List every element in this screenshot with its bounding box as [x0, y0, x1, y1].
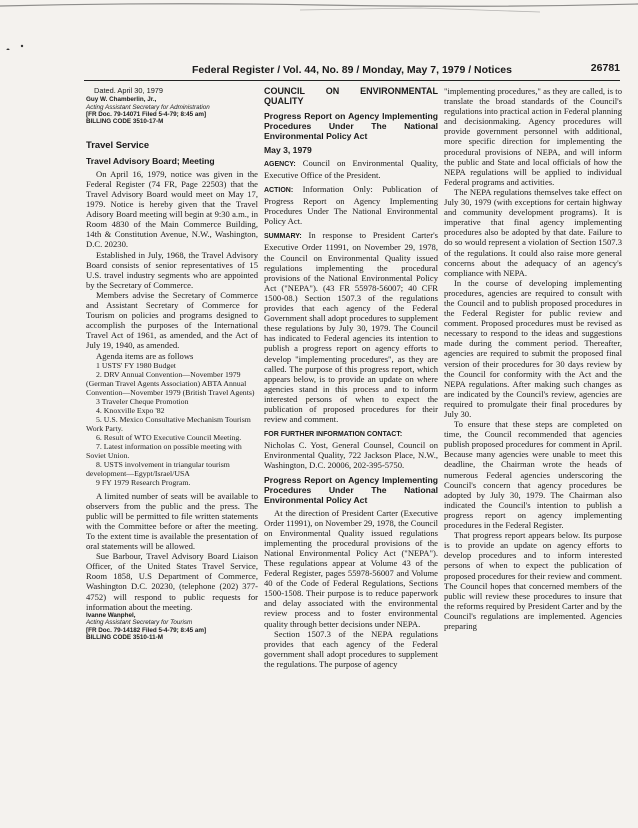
summary-label: SUMMARY:	[264, 233, 302, 241]
paragraph: "implementing procedures," as they are called, is to translate the broad standards of the Council's regulations into practical action in Federal planning and decisionmaking. Agency procedures will provide government personnel with additional, more specific direction for implementing the procedural provisions of NEPA, and will inform the public and State and local officials of how the NEPA regulations will be applied to individual Federal programs and activities.	[444, 86, 622, 187]
action-text: Information Only: Publication of Progress Report on Agency Implementing Procedures Under The National Environmental Policy Act.	[264, 184, 439, 227]
agenda-item: 4. Knoxville Expo '82	[96, 405, 165, 415]
scan-artifact-edge	[0, 0, 638, 50]
action-label: ACTION:	[264, 187, 294, 194]
agenda-item: 1 USTS' FY 1980 Budget	[96, 360, 176, 370]
paragraph: Sue Barbour, Travel Advisory Board Liaison Officer, of the United States Travel Service, Room 1858, U.S Department of Commerce, Washington D.C. 20230, (telephone (202) 377-4752) will respond to public requests for information about the meeting.	[86, 551, 258, 612]
paragraph: That progress report appears below. Its purpose is to provide an update on agency efforts to develop procedures and to inform interested persons of when to expect the publication of proposed procedures for their review and comment. The Council hopes that concerned members of the public will review these procedures to insure that the reforms required by President Carter and by the Council's regulations are implemented. Agencies preparing	[444, 530, 622, 631]
summary-text: In response to President Carter's Executive Order 11991, on November 29, 1978, the Council on Environmental Quality issued regulations implementing the procedural provisions of the National Environmental Policy Act ("NEPA"). (43 FR 55978-56007; 40 CFR 1500-08.) Section 1507.3 of the regulations provides that each agency of the Federal Government shall adopt procedures to supplement these regulations by July 30, 1979. The Council has indicated to Federal agencies its intention to publish a progress report on agency efforts to develop "implementing procedures", as they are called. The purpose of this progress report, which appears below, is to provide an update on where agencies stand in this process and to inform interested persons of when to expect the publication of proposed procedures for their review and comment.	[264, 230, 438, 425]
header-rule	[84, 80, 620, 81]
fr-doc-number: [FR Doc. 79-14071 Filed 5-4-79; 8:45 am]	[86, 110, 207, 118]
agenda-intro: Agenda items are as follows	[96, 350, 194, 361]
dated-line: Dated. April 30, 1979	[94, 86, 164, 95]
signer-title: Acting Assistant Secretary for Tourism	[86, 619, 193, 627]
summary-field	[264, 230, 438, 424]
running-title: Federal Register / Vol. 44, No. 89 / Monday, May 7, 1979 / Notices	[192, 64, 512, 76]
paragraph: At the direction of President Carter (Executive Order 11991), on November 29, 1978, the Council on Environmental Quality issued regulations implementing the procedural provisions of the National Environmental Policy Act ("NEPA"). These regulations appear at Volume 43 of the Federal Register, pages 55978-56007 and Volume 40 of the Code of Federal Regulations, Sections 1500-1508. Their purpose is to reduce paperwork and delay associated with the environmental review process and to foster environmental quality through better decisions under NEPA.	[264, 507, 438, 629]
contact-label: FOR FURTHER INFORMATION CONTACT:	[264, 431, 403, 439]
paragraph: In the course of developing implementing procedures, agencies are required to consult with the Council and to publish proposed procedures in the Federal Register for public review and comment. Proposed procedures must be revised as necessary to respond to the ideas and suggestions made during the comment period. Thereafter, agencies are required to submit the proposed final version of their procedures for 30 days review by the Council for conformity with the Act and the NEPA regulations. After making such changes as are indicated by the Council's review, agencies are required to promulgate their final procedures by July 30.	[444, 277, 622, 419]
agenda-item: 9 FY 1979 Research Program.	[96, 477, 191, 487]
contact-field	[264, 428, 438, 470]
agency-heading: COUNCIL ON ENVIRONMENTAL QUALITY	[264, 86, 438, 107]
agenda-item: 2. DRV Annual Convention—November 1979 (German Travel Agents Association) ABTA Annual Convention—November 1979 (British Travel Agents)	[86, 369, 255, 397]
billing-code: BILLING CODE 3510-11-M	[86, 633, 163, 641]
paragraph: On April 16, 1979, notice was given in the Federal Register (74 FR, Page 22503) that the Travel Advisory Board would meet on May 17, 1979. Notice is hereby given that the Travel Adisory Board meeting will begin at 9:30 a.m., in Room 4830 of the Main Commerce Building, 14th & Constitution Avenue, N.W., Washington, D.C. 20230.	[86, 168, 258, 250]
signer-title: Acting Assistant Secretary for Administration	[86, 103, 210, 111]
agenda-item: 7. Latest information on possible meeting with Soviet Union.	[86, 441, 242, 460]
agenda-item: 6. Result of WTO Executive Council Meeting.	[96, 432, 242, 442]
agency-heading: Travel Service	[86, 138, 150, 150]
agenda-item: 5. U.S. Mexico Consultative Mechanism Tourism Work Party.	[86, 414, 251, 433]
paragraph: A limited number of seats will be available to observers from the public and the press. The public will be permitted to file written statements with the Committee before or after the meeting. To the extent time is available the presentation of oral statements will be allowed.	[86, 490, 258, 552]
page-number: 26781	[590, 62, 620, 74]
running-header	[84, 62, 620, 78]
signer-name: Guy W. Chamberlin, Jr.,	[86, 96, 157, 104]
agency-label: AGENCY:	[264, 160, 296, 168]
agenda-item: 3 Traveler Cheque Promotion	[96, 396, 189, 406]
agenda-item: 8. USTS involvement in triangular tourism development—Egypt/Israel/USA	[86, 459, 230, 478]
paragraph: Members advise the Secretary of Commerce and Assistant Secretary of Commerce for Tourism on policies and programs designed to accomplish the purposes of the International Travel Act of 1961, as amended, and the Act of July 19, 1940, as amended.	[86, 289, 258, 351]
signer-name: Ivanne Wanphel,	[86, 611, 136, 619]
document-heading: Progress Report on Agency Implementing Procedures Under The National Environmental Policy Act	[264, 110, 438, 141]
column-1	[86, 86, 258, 641]
column-2	[264, 86, 438, 669]
action-field	[264, 184, 438, 226]
fr-doc-number: [FR Doc. 79-14182 Filed 5-4-79; 8:45 am]	[86, 626, 207, 634]
paragraph: To ensure that these steps are completed on time, the Council recommended that agencies publish proposed procedures for comment in April. Because many agencies were unable to meet this deadline, the Chairman wrote the heads of numerous Federal agencies underscoring the Council's concern that agency procedures be adopted by July 30, 1979. The Chairman also indicated the Council's intention to publish a progress report on agency implementing procedures in the Federal Register.	[444, 419, 622, 531]
document-date: May 3, 1979	[264, 144, 312, 155]
document-heading: Travel Advisory Board; Meeting	[86, 155, 215, 166]
paragraph: Section 1507.3 of the NEPA regulations provides that each agency of the Federal government shall adopt procedures to supplement the regulations. The purpose of agency	[264, 628, 438, 669]
paragraph: Established in July, 1968, the Travel Advisory Board consists of senior representatives of 15 U.S. travel industry segments who are appointed by the Secretary of Commerce.	[86, 249, 258, 290]
paragraph: The NEPA regulations themselves take effect on July 30, 1979 (with exceptions for certain highway and community development programs). It is imperative that final agency implementing procedures also be adopted by that date. Failure to do so would represent a violation of Section 1507.3 of the regulations. It could also raise more general concerns about the adequacy of an agency's compliance with NEPA.	[444, 186, 622, 278]
contact-text: Nicholas C. Yost, General Counsel, Council on Environmental Quality, 722 Jackson Place, N.W., Washington, D.C. 20006, 202-395-5750.	[264, 440, 438, 471]
agency-text: Council on Environmental Quality, Executive Office of the President.	[264, 157, 438, 180]
billing-code: BILLING CODE 3510-17-M	[86, 118, 164, 126]
column-3	[444, 86, 622, 631]
document-heading: Progress Report on Agency Implementing Procedures Under The National Environmental Policy Act	[264, 474, 438, 505]
agency-field	[264, 158, 438, 180]
